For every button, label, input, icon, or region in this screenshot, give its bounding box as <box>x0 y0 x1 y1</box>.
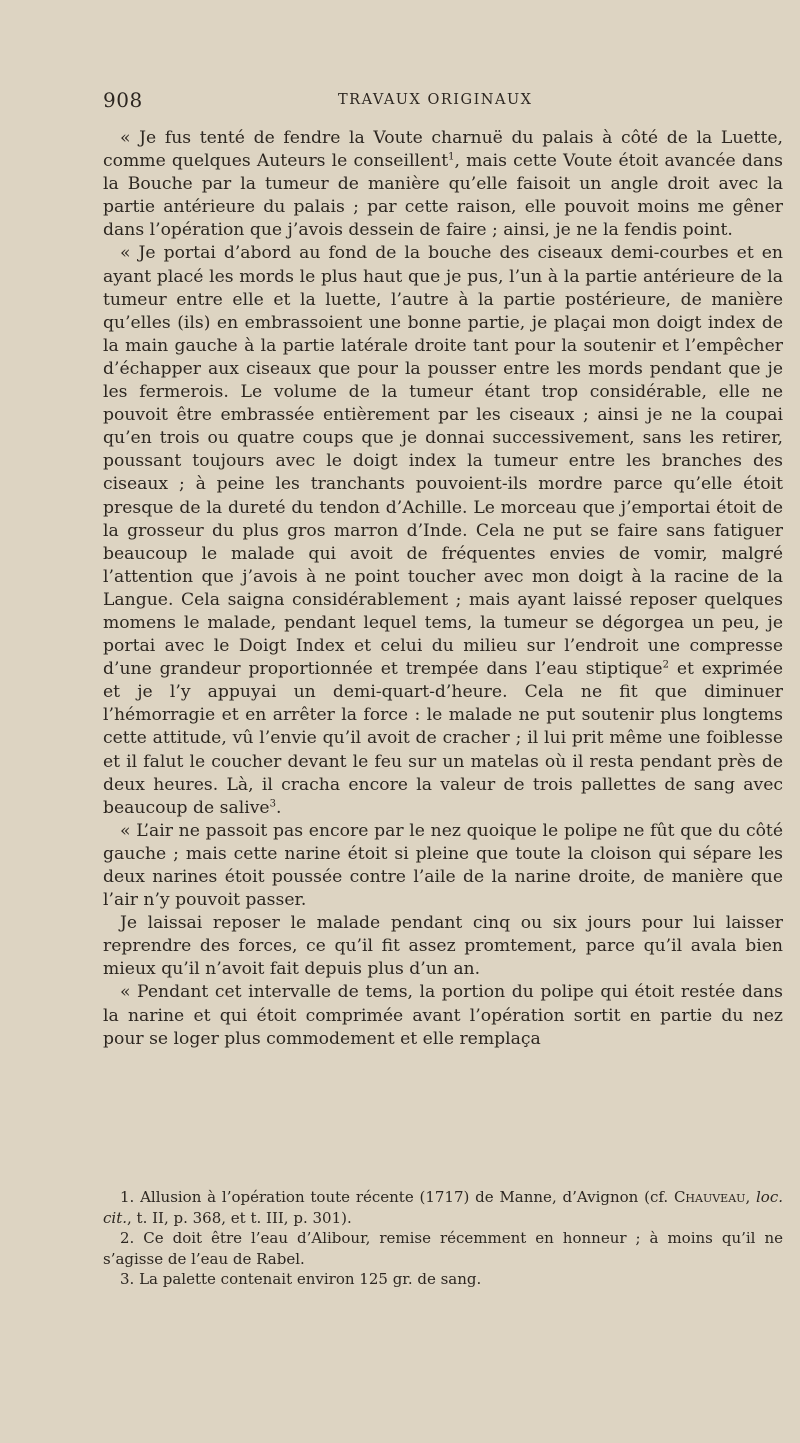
footnote-1 <box>103 1187 783 1228</box>
paragraph-4: Je laissai reposer le malade pendant cinq ou six jours pour lui laisser reprendre des forces, ce qu’il fit assez promtement, parce qu’il avala bien mieux qu’il n’avoit fait depuis plus d’un an. <box>103 913 783 980</box>
paragraph-2-text-c: . <box>275 797 282 818</box>
main-text <box>103 127 783 1051</box>
paragraph-5: « Pendant cet intervalle de tems, la portion du polipe qui étoit restée dans la narine et qui étoit comprimée avant l’opération sortit en partie du nez pour se loger plus commodement et elle remplaça <box>103 982 783 1049</box>
footnote-1-text-c: , t. II, p. 368, et t. III, p. 301). <box>127 1208 352 1227</box>
paragraph-2-text-b: et exprimée et je l’y appuyai un demi-quart-d’heure. Cela ne fit que diminuer l’hémorragie et en arrêter la force : le malade ne put soutenir plus longtems cette attitude, vû l’envie qu’il avoit de cracher ; il lui prit même une foiblesse et il falut le coucher devant le feu sur un matelas où il resta pendant près de deux heures. Là, il cracha encore la valeur de trois pallettes de sang avec beaucoup de salive <box>103 659 783 818</box>
paragraph-1 <box>103 127 783 242</box>
footnote-1-text-a: 1. Allusion à l’opération toute récente (1717) de Manne, d’Avignon (cf. <box>120 1188 674 1206</box>
paragraph-3: « L’air ne passoit pas encore par le nez quoique le polipe ne fût que du côté gauche ; mais cette narine étoit si pleine que toute la cloison qui sépare les deux narines étoit poussée contre l’aile de la narine droite, de manière que l’air n’y pouvoit passer. <box>103 820 783 911</box>
footnote-1-text-b: , <box>745 1188 756 1206</box>
page-number: 908 <box>103 88 143 112</box>
footnote-2: 2. Ce doit être l’eau d’Alibour, remise récemment en honneur ; à moins qu’il ne s’agisse de l’eau de Rabel. <box>103 1229 783 1268</box>
running-title: TRAVAUX ORIGINAUX <box>338 92 533 108</box>
paragraph-1-text-a: « Je fus tenté de fendre la Voute charnuë du palais à côté de la Luette, comme quelques Auteurs le conseillent <box>103 128 783 172</box>
footnote-1-author: Chauveau <box>673 1188 746 1206</box>
footnotes <box>103 1187 783 1290</box>
footnote-ref-3: 3 <box>269 797 276 809</box>
paragraph-2-text-a: « Je portai d’abord au fond de la bouche des ciseaux demi-courbes et en ayant placé les mords le plus haut que je pus, l’un à la partie antérieure de la tumeur entre elle et la luette, l’autre à la partie postérieure, de manière qu’elles (ils) en embrassoient une bonne partie, je plaçai mon doigt index de la main gauche à la partie latérale droite tant pour la soutenir et l’empêcher d’échapper aux ciseaux que pour la pousser entre les mords pendant que je les fermerois. Le volume de la tumeur étant trop considérable, elle ne pouvoit être embrassée entièrement par les ciseaux ; ainsi je ne la coupai qu’en trois ou quatre coups que je donnai successivement, sans les retirer, poussant toujours avec le doigt index la tumeur entre les branches des ciseaux ; à peine les tranchants pouvoient-ils mordre parce qu’elle étoit presque de la dureté du tendon d’Achille. Le morceau que j’emportai étoit de la grosseur du plus gros marron d’Inde. Cela ne put se faire sans fatiguer beaucoup le malade qui avoit de fréquentes envies de vomir, malgré l’attention que j’avois à ne point toucher avec mon doigt à la racine de la Langue. Cela saigna considérablement ; mais ayant laissé reposer quelques momens le malade, pendant lequel tems, la tumeur se dégorgea un peu, je portai avec le Doigt Index et celui du milieu sur l’endroit une compresse d’une grandeur proportionnée et trempée dans l’eau stiptique <box>103 243 783 680</box>
paragraph-2 <box>103 242 783 819</box>
footnote-3: 3. La palette contenait environ 125 gr. de sang. <box>120 1270 482 1289</box>
paragraph-1-text-b: , mais cette Voute étoit avancée dans la Bouche par la tumeur de manière qu’elle faisoit un angle droit avec la partie antérieure du palais ; par cette raison, elle pouvoit moins me gêner dans l’opération que j’avois dessein de faire ; ainsi, je ne la fendis point. <box>103 151 783 241</box>
footnote-ref-2: 2 <box>662 659 669 671</box>
footnote-1-loc-cit: loc. cit. <box>103 1188 783 1227</box>
footnote-ref-1: 1 <box>448 151 455 163</box>
